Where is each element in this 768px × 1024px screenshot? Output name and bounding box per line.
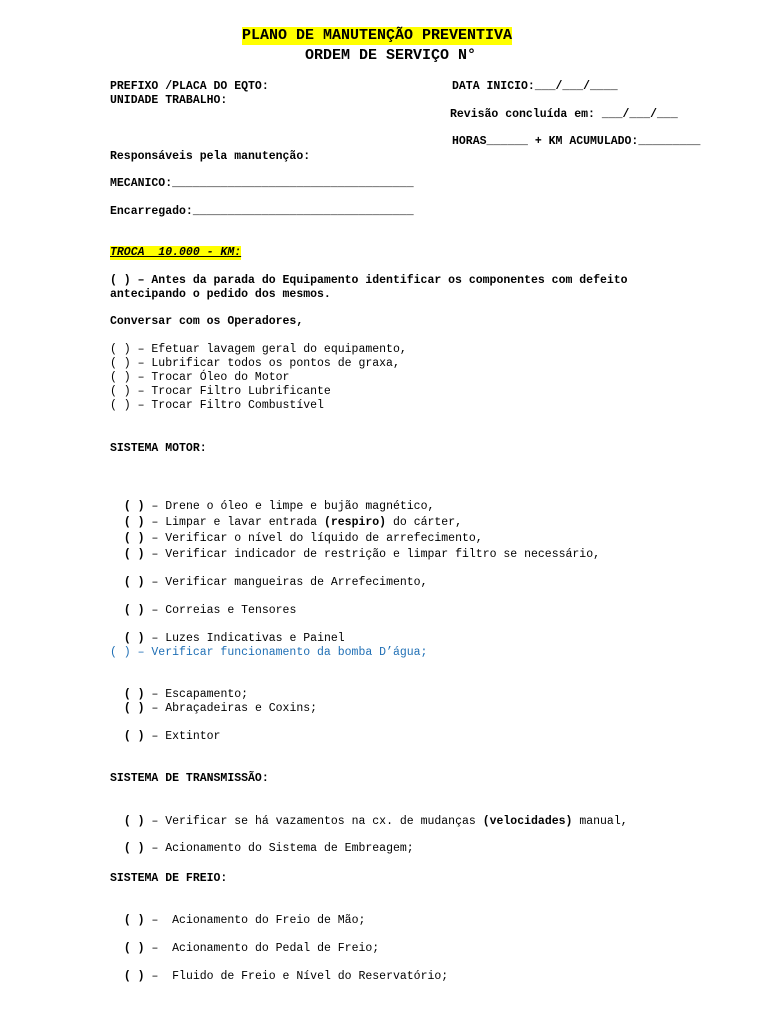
data-inicio-field: DATA INICIO:___/___/____ — [452, 80, 618, 93]
motor-item-bomba-agua: ( ) – Verificar funcionamento da bomba D’água; — [110, 646, 428, 659]
checkbox: ( ) — [123, 730, 145, 743]
freio-item: ( ) – Fluido de Freio e Nível do Reservatório; — [123, 970, 449, 983]
checkbox: ( ) — [123, 942, 145, 955]
checkbox: ( ) — [123, 970, 145, 983]
freio-item: ( ) – Acionamento do Pedal de Freio; — [123, 942, 380, 955]
troca-line-2: antecipando o pedido dos mesmos. — [110, 288, 331, 301]
checkbox: ( ) — [123, 604, 145, 617]
checkbox: ( ) — [123, 548, 145, 561]
motor-item: ( ) – Correias e Tensores — [123, 604, 297, 617]
document-subtitle: ORDEM DE SERVIÇO N° — [305, 47, 477, 64]
unidade-label: UNIDADE TRABALHO: — [110, 94, 228, 107]
motor-item: ( ) – Escapamento; — [123, 688, 249, 701]
checkbox: ( ) — [123, 688, 145, 701]
transmissao-heading: SISTEMA DE TRANSMISSÃO: — [110, 772, 269, 785]
motor-item: ( ) – Luzes Indicativas e Painel — [123, 632, 345, 645]
motor-item: ( ) – Abraçadeiras e Coxins; — [123, 702, 318, 715]
motor-item: ( ) – Extintor — [123, 730, 221, 743]
transmissao-item: ( ) – Acionamento do Sistema de Embreagem; — [123, 842, 414, 855]
checkbox: ( ) — [123, 632, 145, 645]
encarregado-field: Encarregado:________________________________ — [110, 205, 414, 218]
horas-km-field: HORAS______ + KM ACUMULADO:_________ — [452, 135, 701, 148]
conversar-line: Conversar com os Operadores, — [110, 315, 304, 328]
checkbox: ( ) — [123, 576, 145, 589]
troca-item: ( ) – Lubrificar todos os pontos de graxa, — [110, 357, 400, 370]
motor-item: ( ) – Verificar indicador de restrição e limpar filtro se necessário, — [123, 548, 601, 561]
troca-heading: TROCA 10.000 - KM: — [110, 246, 242, 259]
motor-item: ( ) – Verificar mangueiras de Arrefecimento, — [123, 576, 428, 589]
revisao-field: Revisão concluída em: ___/___/___ — [450, 108, 678, 121]
checkbox: ( ) — [123, 702, 145, 715]
troca-line-1: ( ) – Antes da parada do Equipamento identificar os componentes com defeito — [110, 274, 628, 287]
checkbox: ( ) — [123, 516, 145, 529]
document-title: PLANO DE MANUTENÇÃO PREVENTIVA — [242, 27, 513, 44]
troca-item: ( ) – Trocar Filtro Combustível — [110, 399, 324, 412]
motor-item: ( ) – Limpar e lavar entrada (respiro) do cárter, — [123, 516, 463, 529]
freio-item: ( ) – Acionamento do Freio de Mão; — [123, 914, 366, 927]
checkbox: ( ) — [123, 532, 145, 545]
transmissao-item: ( ) – Verificar se há vazamentos na cx. de mudanças (velocidades) manual, — [123, 815, 628, 828]
prefixo-label: PREFIXO /PLACA DO EQTO: — [110, 80, 269, 93]
responsaveis-label: Responsáveis pela manutenção: — [110, 150, 311, 163]
motor-item: ( ) – Drene o óleo e limpe e bujão magnético, — [123, 500, 435, 513]
troca-item: ( ) – Efetuar lavagem geral do equipamento, — [110, 343, 407, 356]
checkbox: ( ) — [123, 500, 145, 513]
mecanico-field: MECANICO:___________________________________ — [110, 177, 414, 190]
motor-heading: SISTEMA MOTOR: — [110, 442, 207, 455]
freio-heading: SISTEMA DE FREIO: — [110, 872, 228, 885]
troca-item: ( ) – Trocar Óleo do Motor — [110, 371, 290, 384]
checkbox: ( ) — [123, 842, 145, 855]
checkbox: ( ) — [123, 815, 145, 828]
troca-item: ( ) – Trocar Filtro Lubrificante — [110, 385, 331, 398]
checkbox: ( ) — [123, 914, 145, 927]
motor-item: ( ) – Verificar o nível do líquido de arrefecimento, — [123, 532, 483, 545]
